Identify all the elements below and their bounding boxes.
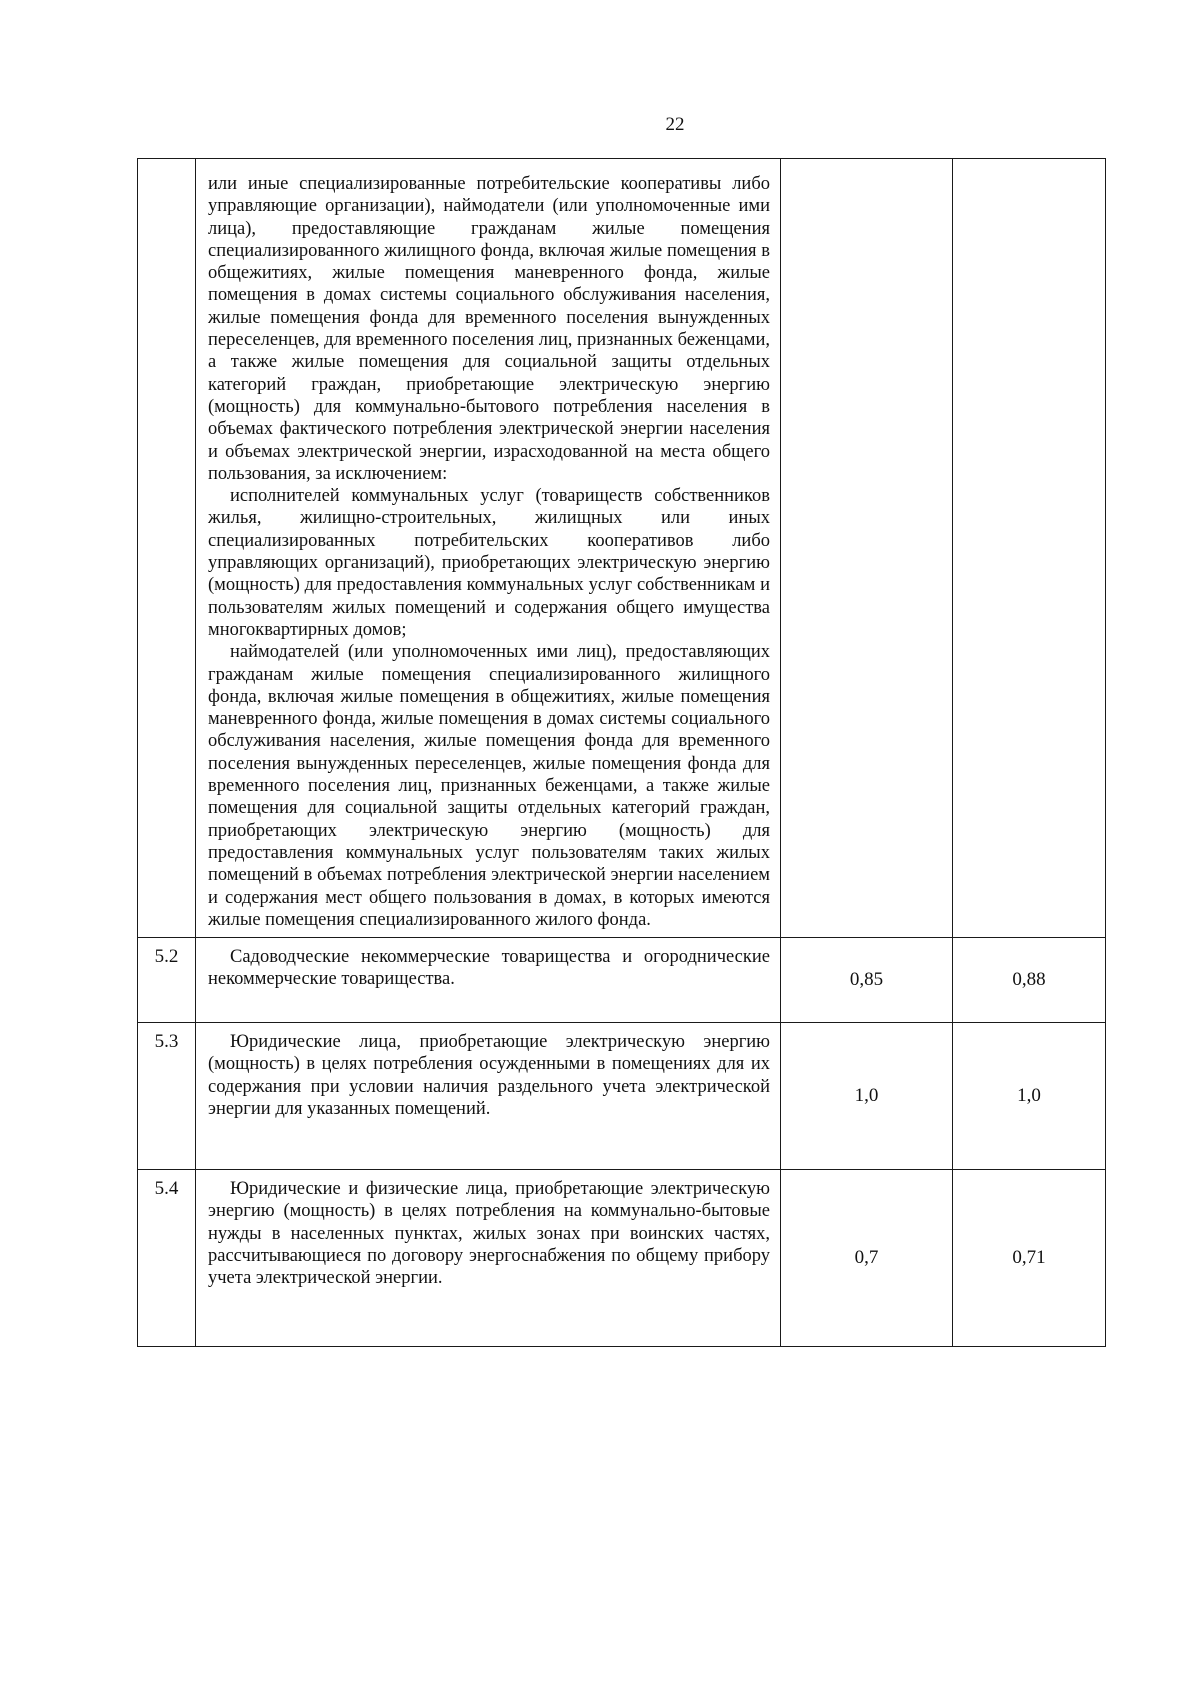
row-description bbox=[196, 938, 781, 1023]
row-number: 5.3 bbox=[138, 1023, 196, 1170]
page-number: 22 bbox=[665, 114, 685, 135]
row-description bbox=[196, 159, 781, 938]
row-description bbox=[196, 1170, 781, 1347]
table-row bbox=[138, 938, 1106, 1023]
row-paragraph: Юридические и физические лица, приобретающие электрическую энергию (мощность) в целях потребления на коммунально-бытовые нужды в населенных пунктах, жилых зонах при воинских частях, рассчитывающиеся по договору энергоснабжения по общему прибору учета электрической энергии. bbox=[208, 1179, 770, 1289]
row-paragraph: Юридические лица, приобретающие электрическую энергию (мощность) в целях потребления осужденными в помещениях для их содержания при условии наличия раздельного учета электрической энергии для указанных помещений. bbox=[208, 1032, 770, 1119]
row-number: 5.4 bbox=[138, 1170, 196, 1347]
table-row bbox=[138, 159, 1106, 938]
row-value-1: 0,85 bbox=[781, 938, 953, 1023]
row-paragraph: Садоводческие некоммерческие товарищества и огороднические некоммерческие товарищества. bbox=[208, 947, 770, 990]
row-value-2: 0,71 bbox=[953, 1170, 1106, 1347]
row-value-2: 1,0 bbox=[953, 1023, 1106, 1170]
row-paragraph: исполнителей коммунальных услуг (товариществ собственников жилья, жилищно-строительных, жилищных или иных специализированных потребительских кооперативов либо управляющих организаций), приобретающих электрическую энергию (мощность) для предоставления коммунальных услуг собственникам и пользователям жилых помещений и содержания общего имущества многоквартирных домов; bbox=[208, 486, 770, 640]
row-description bbox=[196, 1023, 781, 1170]
row-value-1: 0,7 bbox=[781, 1170, 953, 1347]
row-number: 5.2 bbox=[138, 938, 196, 1023]
row-value-2: 0,88 bbox=[953, 938, 1106, 1023]
table-row bbox=[138, 1170, 1106, 1347]
row-value-2 bbox=[953, 159, 1106, 938]
row-paragraph: или иные специализированные потребительские кооперативы либо управляющие организации), наймодатели (или уполномоченные ими лица), предоставляющие гражданам жилые помещения специализированного жилищного фонда, включая жилые помещения в общежитиях, жилые помещения маневренного фонда, жилые помещения в домах системы социального обслуживания населения, жилые помещения фонда для временного поселения вынужденных переселенцев, для временного поселения лиц, признанных беженцами, а также жилые помещения для социальной защиты отдельных категорий граждан, приобретающие электрическую энергию (мощность) для коммунально-бытового потребления населения в объемах фактического потребления электрической энергии населения и объемах электрической энергии, израсходованной на места общего пользования, за исключением: bbox=[208, 174, 770, 484]
tariff-table bbox=[137, 158, 1106, 1347]
row-number bbox=[138, 159, 196, 938]
table-row bbox=[138, 1023, 1106, 1170]
row-value-1 bbox=[781, 159, 953, 938]
row-value-1: 1,0 bbox=[781, 1023, 953, 1170]
row-paragraph: наймодателей (или уполномоченных ими лиц), предоставляющих гражданам жилые помещения специализированного жилищного фонда, включая жилые помещения в общежитиях, жилые помещения маневренного фонда, жилые помещения в домах системы социального обслуживания населения, жилые помещения фонда для временного поселения вынужденных переселенцев, жилые помещения фонда для временного поселения лиц, признанных беженцами, а также жилые помещения для социальной защиты отдельных категорий граждан, приобретающих электрическую энергию (мощность) для предоставления коммунальных услуг пользователям таких жилых помещений в объемах потребления электрической энергии населением и содержания мест общего пользования в домах, в которых имеются жилые помещения специализированного жилого фонда. bbox=[208, 642, 770, 930]
